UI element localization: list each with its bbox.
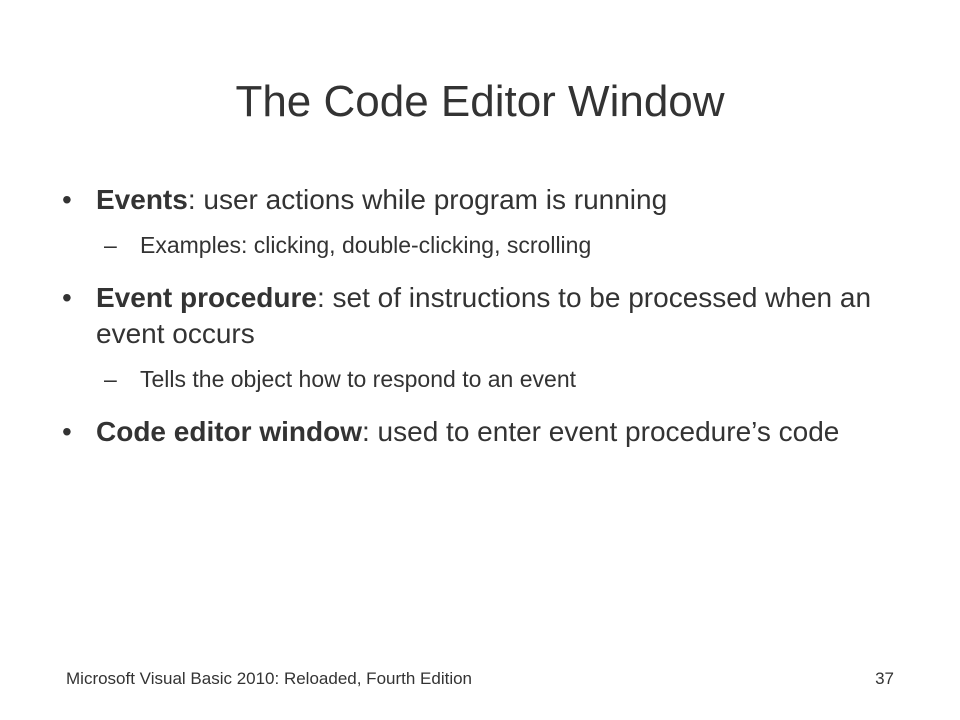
sub-bullet-marker: –: [104, 232, 117, 258]
bullet-marker: •: [62, 282, 72, 313]
bullet-code-editor-window: [62, 414, 922, 450]
sub-bullet-examples: [62, 230, 922, 260]
footer-source: Microsoft Visual Basic 2010: Reloaded, Fourth Edition: [66, 669, 473, 688]
bullet-term: Code editor window: [96, 416, 362, 447]
sub-bullet-marker: –: [104, 366, 117, 392]
sub-bullet-tells-object: [62, 364, 922, 394]
bullet-term: Event procedure: [96, 282, 317, 313]
bullet-term: Events: [96, 184, 188, 215]
page-number: 37: [875, 669, 894, 688]
bullet-events: [62, 182, 922, 218]
bullet-list: [62, 182, 922, 450]
bullet-text: : set of instructions to be processed when an event occurs: [96, 282, 872, 349]
bullet-text: : user actions while program is running: [187, 184, 668, 215]
sub-bullet-text: Tells the object how to respond to an event: [140, 366, 577, 392]
slide-title: The Code Editor Window: [235, 77, 725, 126]
sub-bullet-text: Examples: clicking, double-clicking, scrolling: [140, 232, 592, 258]
bullet-text: : used to enter event procedure’s code: [362, 416, 840, 447]
bullet-marker: •: [62, 416, 72, 447]
bullet-event-procedure: [62, 280, 922, 352]
bullet-marker: •: [62, 184, 72, 215]
